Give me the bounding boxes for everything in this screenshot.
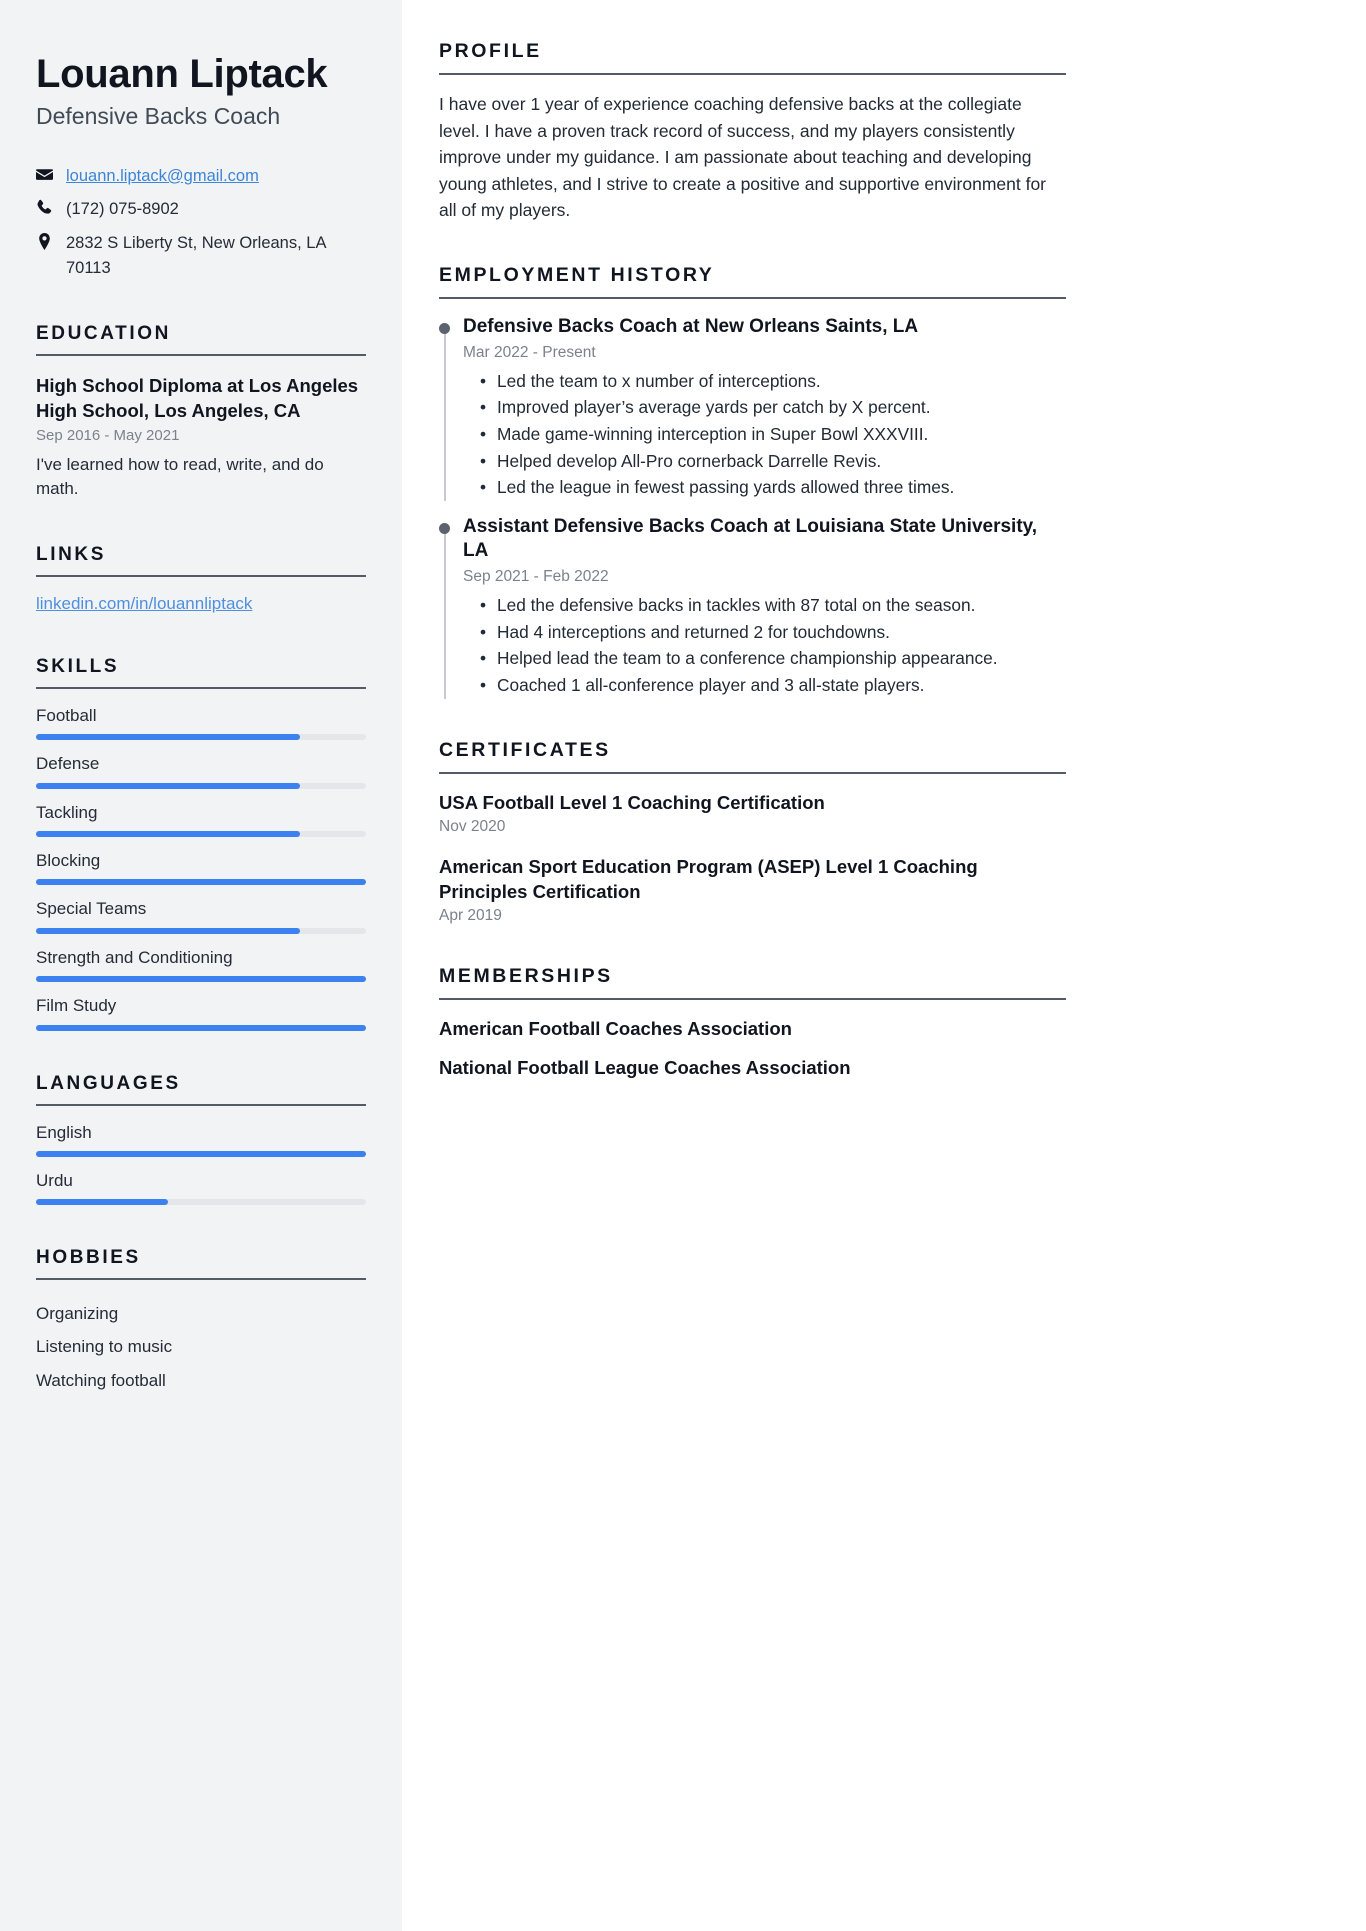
timeline-dot-icon (439, 523, 450, 534)
language-level-fill (36, 1151, 366, 1157)
language-label: English (36, 1122, 92, 1142)
education-date: Sep 2016 - May 2021 (36, 426, 180, 444)
phone-text: (172) 075-8902 (66, 200, 179, 219)
timeline-spacer (439, 501, 1066, 515)
section-divider (36, 1104, 366, 1106)
section-certificates (439, 739, 1066, 925)
memberships-list (439, 1016, 1066, 1080)
certificate-name: American Sport Education Program (ASEP) Level 1 Coaching Principles Certification (439, 855, 978, 902)
certificate-item (439, 854, 1066, 925)
skill-level-track (36, 831, 366, 837)
employment-date: Sep 2021 - Feb 2022 (463, 568, 609, 586)
profile-text: I have over 1 year of experience coaching defensive backs at the collegiate level. I have a proven track record of success, and my players consistently improve under my guidance. I am passionate about teaching and developing young athletes, and I strive to create a positive and supportive environment for all of my players. (439, 94, 1047, 221)
envelope-icon (36, 164, 66, 183)
skill-label: Strength and Conditioning (36, 947, 233, 967)
certificate-name: USA Football Level 1 Coaching Certification (439, 791, 825, 813)
section-divider (439, 998, 1066, 1000)
skill-label: Tackling (36, 802, 98, 822)
employment-bullet: • Led the defensive backs in tackles with 87 total on the season. (463, 592, 1066, 619)
section-divider (439, 772, 1066, 774)
section-title-certificates: CERTIFICATES (439, 738, 611, 761)
skill-level-fill (36, 928, 300, 934)
skill-item (36, 754, 366, 788)
certificate-date: Apr 2019 (439, 907, 502, 925)
section-divider (36, 1278, 366, 1280)
employment-item (439, 515, 1066, 699)
skill-level-fill (36, 976, 366, 982)
skill-level-fill (36, 831, 300, 837)
certificates-list (439, 790, 1066, 925)
sidebar (0, 0, 402, 1931)
membership-item: American Football Coaches Association (439, 1018, 792, 1040)
section-divider (36, 687, 366, 689)
hobbies-list (36, 1297, 366, 1396)
phone-icon (36, 197, 66, 216)
skill-label: Defense (36, 754, 100, 774)
skill-level-track (36, 879, 366, 885)
section-title-links: LINKS (36, 543, 106, 565)
section-divider (439, 73, 1066, 75)
timeline-connector (444, 525, 446, 699)
language-level-track (36, 1199, 366, 1205)
certificate-date: Nov 2020 (439, 817, 506, 835)
skill-level-track (36, 783, 366, 789)
skill-item (36, 851, 366, 885)
hobby-item: Watching football (36, 1370, 166, 1390)
skill-level-track (36, 976, 366, 982)
skill-item (36, 996, 366, 1030)
language-level-track (36, 1151, 366, 1157)
link-linkedin[interactable]: linkedin.com/in/louannliptack (36, 593, 253, 613)
contact-email[interactable] (36, 164, 366, 189)
section-title-memberships: MEMBERSHIPS (439, 965, 613, 988)
location-pin-icon (36, 231, 66, 250)
skill-item (36, 803, 366, 837)
employment-bullet-list (463, 592, 1066, 699)
skill-label: Football (36, 705, 97, 725)
contact-list (36, 164, 366, 281)
section-languages (36, 1073, 366, 1206)
education-degree: High School Diploma at Los Angeles High School, Los Angeles, CA (36, 374, 359, 421)
section-profile (439, 40, 1066, 224)
section-divider (439, 297, 1066, 299)
language-label: Urdu (36, 1170, 73, 1190)
skill-level-track (36, 1025, 366, 1031)
hobby-item: Organizing (36, 1304, 119, 1324)
section-hobbies (36, 1247, 366, 1396)
skills-list (36, 706, 366, 1031)
job-title: Defensive Backs Coach (36, 102, 281, 129)
employment-bullet: • Had 4 interceptions and returned 2 for touchdowns. (463, 619, 1066, 646)
email-text[interactable]: louann.liptack@gmail.com (66, 166, 259, 185)
employment-bullet-list (463, 368, 1066, 501)
contact-address (36, 231, 366, 281)
section-title-hobbies: HOBBIES (36, 1247, 141, 1269)
section-memberships (439, 965, 1066, 1080)
section-title-skills: SKILLS (36, 655, 120, 677)
page-title: Louann Liptack (36, 52, 328, 96)
employment-bullet: • Made game-winning interception in Super Bowl XXXVIII. (463, 421, 1066, 448)
section-links (36, 544, 366, 614)
education-description: I've learned how to read, write, and do math. (36, 454, 324, 499)
skill-label: Blocking (36, 850, 101, 870)
timeline-connector (444, 325, 446, 501)
skill-label: Film Study (36, 996, 117, 1016)
language-item (36, 1123, 366, 1157)
employment-bullet: • Led the team to x number of interceptions. (463, 368, 1066, 395)
timeline-dot-icon (439, 323, 450, 334)
employment-role: Defensive Backs Coach at New Orleans Saints, LA (463, 315, 919, 337)
skill-level-fill (36, 734, 300, 740)
employment-bullet: • Improved player’s average yards per catch by X percent. (463, 394, 1066, 421)
skill-level-fill (36, 783, 300, 789)
membership-item: National Football League Coaches Association (439, 1057, 851, 1079)
section-skills (36, 656, 366, 1031)
language-level-fill (36, 1199, 168, 1205)
skill-item (36, 899, 366, 933)
languages-list (36, 1123, 366, 1206)
employment-timeline (439, 315, 1066, 699)
language-item (36, 1171, 366, 1205)
employment-bullet: • Coached 1 all-conference player and 3 all-state players. (463, 672, 1066, 699)
address-text: 2832 S Liberty St, New Orleans, LA 70113 (66, 234, 326, 277)
contact-phone (36, 197, 366, 222)
section-employment-history (439, 264, 1066, 699)
education-item (36, 373, 366, 502)
skill-item (36, 948, 366, 982)
skill-level-track (36, 734, 366, 740)
hobby-item: Listening to music (36, 1337, 173, 1357)
section-divider (36, 354, 366, 356)
section-title-employment: EMPLOYMENT HISTORY (439, 263, 715, 286)
employment-item (439, 315, 1066, 501)
skill-label: Special Teams (36, 899, 147, 919)
skill-level-fill (36, 879, 366, 885)
employment-role: Assistant Defensive Backs Coach at Louisiana State University, LA (463, 515, 1038, 562)
employment-bullet: • Led the league in fewest passing yards allowed three times. (463, 474, 1066, 501)
main-content (402, 0, 1366, 1931)
section-title-languages: LANGUAGES (36, 1072, 181, 1094)
employment-bullet: • Helped develop All-Pro cornerback Darrelle Revis. (463, 448, 1066, 475)
skill-item (36, 706, 366, 740)
section-title-education: EDUCATION (36, 322, 171, 344)
skill-level-track (36, 928, 366, 934)
employment-date: Mar 2022 - Present (463, 343, 596, 361)
section-divider (36, 575, 366, 577)
section-title-profile: PROFILE (439, 40, 542, 62)
employment-bullet: • Helped lead the team to a conference championship appearance. (463, 645, 1066, 672)
section-education (36, 323, 366, 502)
certificate-item (439, 790, 1066, 836)
skill-level-fill (36, 1025, 366, 1031)
